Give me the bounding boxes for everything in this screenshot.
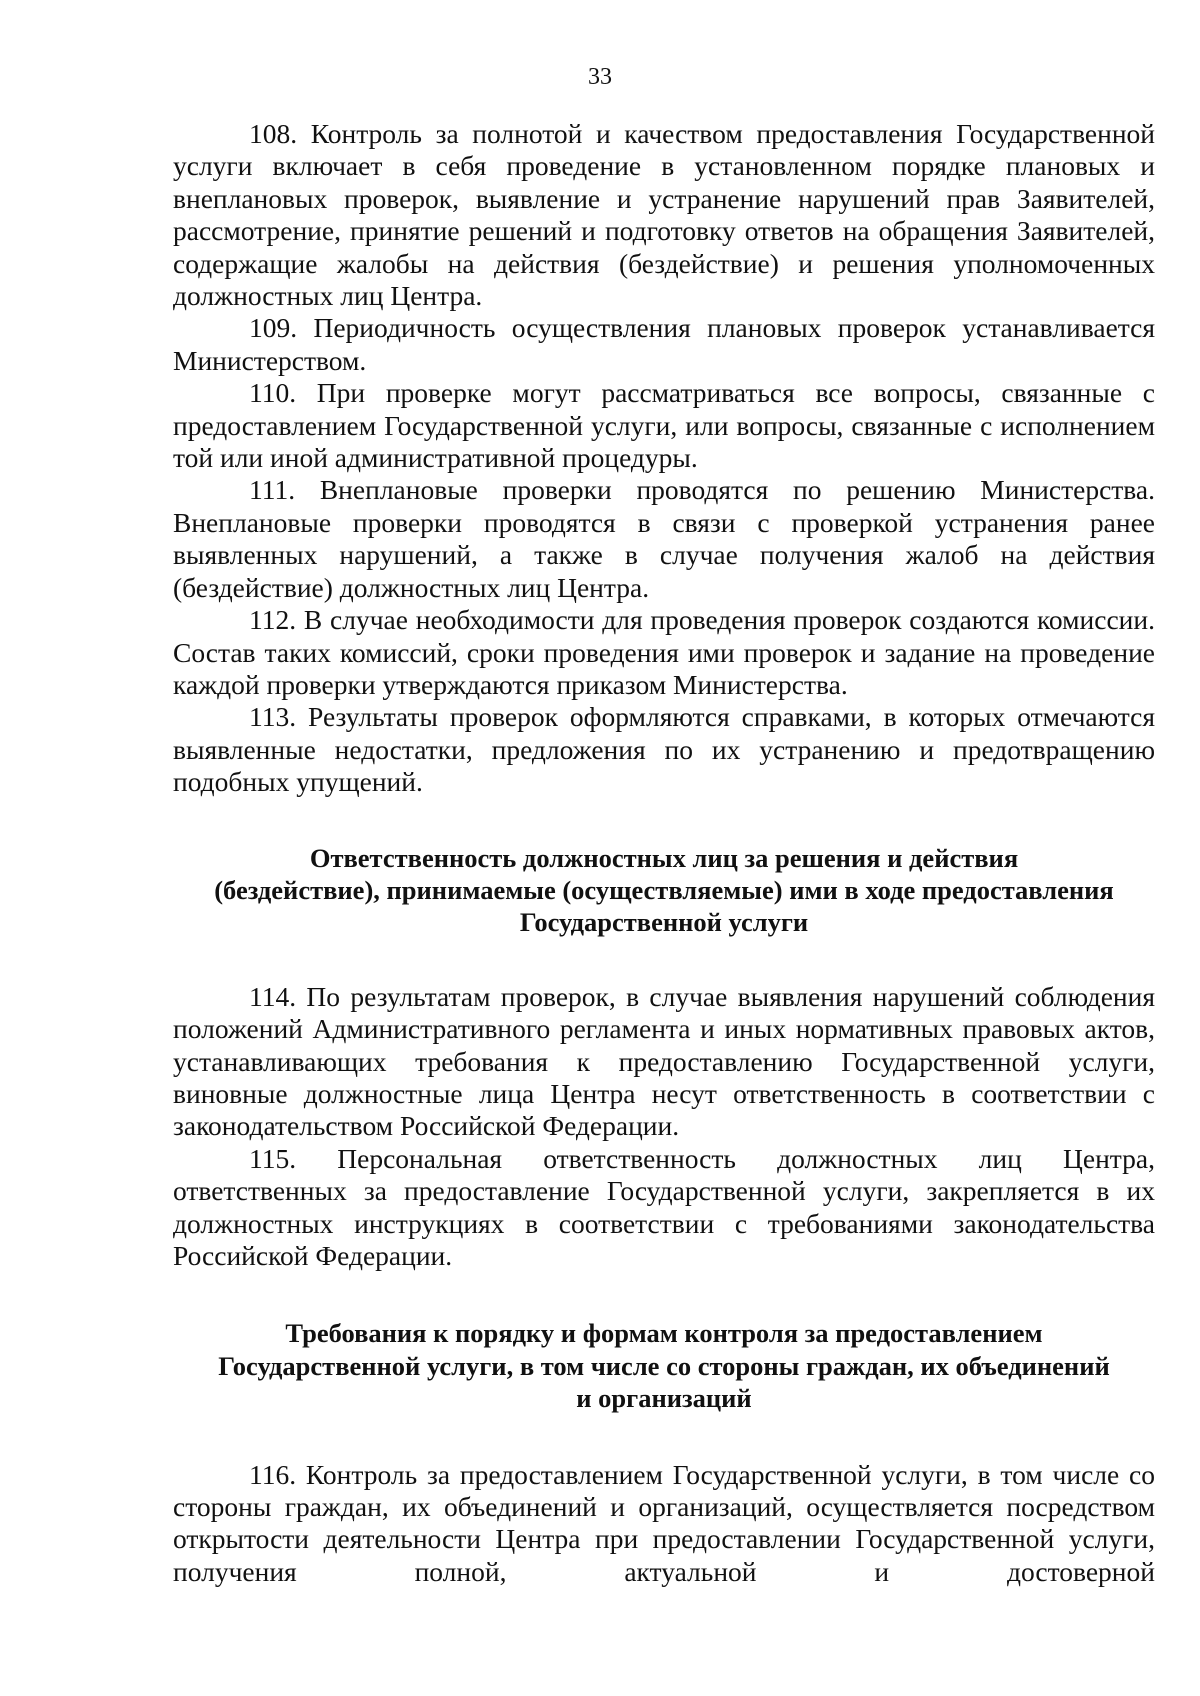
paragraph-116: 116. Контроль за предоставлением Государственной услуги, в том числе со стороны граждан, их объединений и организаций, осуществляется посредством открытости деятельности Центра при предоставлении Государственной услуги, получения полной, актуальной и достоверной	[173, 1458, 1155, 1587]
page-number: 33	[588, 64, 612, 90]
paragraph-113: 113. Результаты проверок оформляются справками, в которых отмечаются выявленные недостатки, предложения по их устранению и предотвращению подобных упущений.	[173, 701, 1155, 798]
heading-line: Ответственность должностных лиц за решения и действия	[309, 842, 1019, 873]
heading-line: Требования к порядку и формам контроля за предоставлением	[285, 1318, 1043, 1349]
section-heading-responsibility	[173, 842, 1155, 939]
heading-line: Государственной услуги	[519, 907, 809, 938]
section-heading-control-requirements	[173, 1317, 1155, 1414]
heading-line: и организаций	[576, 1383, 752, 1414]
paragraph-108: 108. Контроль за полнотой и качеством предоставления Государственной услуги включает в себя проведение в установленном порядке плановых и внеплановых проверок, выявление и устранение нарушений прав Заявителей, рассмотрение, принятие решений и подготовку ответов на обращения Заявителей, содержащие жалобы на действия (бездействие) и решения уполномоченных должностных лиц Центра.	[173, 118, 1155, 312]
document-body	[173, 118, 1155, 1621]
paragraph-112: 112. В случае необходимости для проведения проверок создаются комиссии. Состав таких комиссий, сроки проведения ими проверок и задание на проведение каждой проверки утверждаются приказом Министерства.	[173, 604, 1155, 700]
paragraph-109: 109. Периодичность осуществления плановых проверок устанавливается Министерством.	[173, 312, 1155, 376]
heading-line: (бездействие), принимаемые (осуществляемые) ими в ходе предоставления	[214, 874, 1114, 905]
paragraph-110: 110. При проверке могут рассматриваться все вопросы, связанные с предоставлением Государственной услуги, или вопросы, связанные с исполнением той или иной административной процедуры.	[173, 377, 1155, 474]
paragraph-115: 115. Персональная ответственность должностных лиц Центра, ответственных за предоставление Государственной услуги, закрепляется в их должностных инструкциях в соответствии с требованиями законодательства Российской Федерации.	[173, 1142, 1155, 1271]
heading-line: Государственной услуги, в том числе со стороны граждан, их объединений	[218, 1350, 1110, 1381]
paragraph-114: 114. По результатам проверок, в случае выявления нарушений соблюдения положений Административного регламента и иных нормативных правовых актов, устанавливающих требования к предоставлению Государственной услуги, виновные должностные лица Центра несут ответственность в соответствии с законодательством Российской Федерации.	[173, 980, 1155, 1142]
paragraph-111: 111. Внеплановые проверки проводятся по решению Министерства. Внеплановые проверки проводятся в связи с проверкой устранения ранее выявленных нарушений, а также в случае получения жалоб на действия (бездействие) должностных лиц Центра.	[173, 474, 1155, 603]
